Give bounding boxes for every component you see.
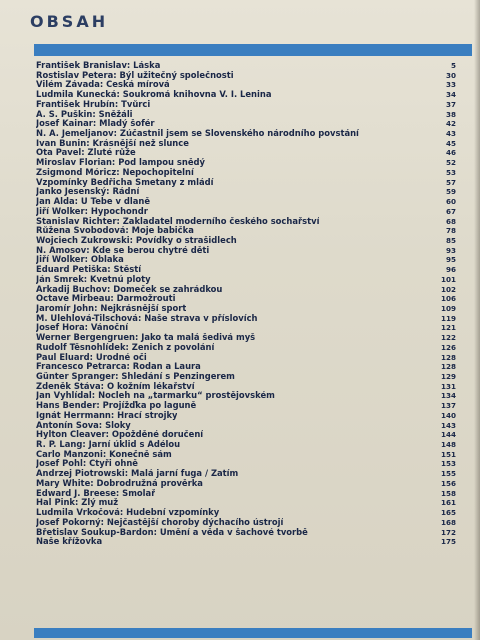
- toc-entry-title: Vzpomínky Bedřicha Smetany z mládí: [36, 177, 214, 187]
- toc-page-number: 158: [440, 488, 456, 498]
- toc-row: [36, 411, 456, 421]
- table-of-contents: [36, 61, 456, 547]
- toc-entry-title: Octave Mirbeau: Darmožrouti: [36, 294, 176, 304]
- toc-page-number: 172: [440, 527, 456, 537]
- toc-page-number: 102: [440, 284, 456, 294]
- toc-page-number: 33: [445, 80, 456, 90]
- toc-entry-title: R. P. Lang: Jarní úklid s Adélou: [36, 440, 181, 450]
- toc-row: [36, 469, 456, 479]
- toc-row: [36, 148, 456, 158]
- toc-row: [36, 450, 456, 460]
- toc-entry-title: Günter Spranger: Shledání s Penzingerem: [36, 372, 235, 381]
- toc-row: [36, 158, 456, 168]
- toc-page-number: 52: [445, 158, 456, 168]
- toc-row: [36, 518, 456, 528]
- toc-row: [36, 197, 456, 207]
- toc-entry-title: Miroslav Florian: Pod lampou snědý: [36, 158, 205, 168]
- toc-entry-title: Stanislav Richter: Zakladatel moderního českého sochařství: [36, 216, 320, 226]
- toc-row: [36, 110, 456, 120]
- toc-page-number: 45: [445, 138, 456, 148]
- toc-page-number: 85: [445, 235, 456, 245]
- toc-entry-title: Jiří Wolker: Hypochondr: [36, 206, 148, 216]
- toc-entry-title: Francesco Petrarca: Rodan a Laura: [36, 362, 201, 372]
- toc-entry-title: Zsigmond Móricz: Nepochopitelní: [36, 167, 194, 177]
- toc-page-number: 137: [440, 401, 456, 411]
- toc-page-number: 96: [445, 265, 456, 275]
- toc-row: [36, 382, 456, 392]
- toc-row: [36, 90, 456, 100]
- toc-entry-title: Ignát Herrmann: Hrací strojky: [36, 410, 178, 420]
- toc-entry-title: Vilém Závada: Česká mírová: [36, 80, 170, 90]
- toc-row: [36, 255, 456, 265]
- toc-entry-title: Eduard Petiška: Štěstí: [36, 265, 142, 275]
- toc-row: [36, 226, 456, 236]
- toc-entry-title: Jan Alda: U Tebe v dlaně: [36, 197, 151, 207]
- toc-page-number: 93: [445, 245, 456, 255]
- toc-page-number: 121: [440, 323, 456, 333]
- toc-entry-title: Edward J. Breese: Smolař: [36, 488, 156, 498]
- toc-row: [36, 119, 456, 129]
- toc-entry-title: Arkadij Buchov: Domeček se zahrádkou: [36, 284, 223, 294]
- toc-page-number: 95: [445, 255, 456, 265]
- toc-entry-title: Růžena Svobodová: Moje babička: [36, 226, 194, 236]
- toc-page-number: 43: [445, 129, 456, 139]
- toc-row: [36, 275, 456, 285]
- toc-page-number: 156: [440, 478, 456, 488]
- toc-entry-title: Rostislav Petera: Býl užitečný společnosti: [36, 70, 234, 80]
- toc-row: [36, 314, 456, 324]
- toc-entry-title: Hal Pink: Zlý muž: [36, 498, 119, 508]
- toc-row: [36, 479, 456, 489]
- toc-page-number: 161: [440, 498, 456, 508]
- toc-page-number: 34: [445, 90, 456, 100]
- toc-entry-title: Zdeněk Štáva: O kožním lékařství: [36, 381, 195, 391]
- toc-row: [36, 207, 456, 217]
- toc-entry-title: Ivan Bunin: Krásnější než slunce: [36, 138, 189, 148]
- toc-row: [36, 333, 456, 343]
- toc-row: [36, 61, 456, 71]
- toc-row: [36, 100, 456, 110]
- toc-entry-title: Ján Smrek: Kvetnú ploty: [36, 274, 151, 284]
- toc-row: [36, 459, 456, 469]
- toc-row: [36, 489, 456, 499]
- toc-page-number: 165: [440, 508, 456, 518]
- toc-row: [36, 168, 456, 178]
- toc-entry-title: Mary White: Dobrodružná prověrka: [36, 478, 203, 488]
- toc-entry-title: Antonín Sova: Sloky: [36, 420, 131, 430]
- toc-row: [36, 294, 456, 304]
- page-title: OBSAH: [30, 12, 109, 31]
- toc-entry-title: Jiří Wolker: Oblaka: [36, 255, 124, 265]
- toc-row: [36, 353, 456, 363]
- toc-page-number: 122: [440, 333, 456, 343]
- toc-row: [36, 139, 456, 149]
- toc-row: [36, 323, 456, 333]
- toc-row: [36, 236, 456, 246]
- toc-entry-title: A. S. Puškin: Sněžáli: [36, 109, 133, 119]
- toc-entry-title: Andrzej Piotrowski: Malá jarní fuga / Zatím: [36, 469, 239, 479]
- toc-entry-title: Hans Bender: Projížďka po laguně: [36, 401, 197, 411]
- toc-page-number: 109: [440, 303, 456, 313]
- toc-row: [36, 187, 456, 197]
- toc-page-number: 53: [445, 167, 456, 177]
- toc-page-number: 148: [440, 440, 456, 450]
- toc-page-number: 38: [445, 109, 456, 119]
- toc-page-number: 119: [440, 313, 456, 323]
- toc-entry-title: Ota Pavel: Žluté růže: [36, 148, 136, 158]
- toc-entry-title: N. A. Jemeljanov: Zúčastnil jsem se Slovenského národního povstání: [36, 129, 359, 139]
- toc-page-number: 68: [445, 216, 456, 226]
- page-edge-shadow: [474, 0, 480, 640]
- toc-row: [36, 498, 456, 508]
- toc-entry-title: Hylton Cleaver: Opožděné doručení: [36, 430, 204, 440]
- toc-entry-title: Werner Bergengruen: Jako ta malá šedivá myš: [36, 333, 256, 343]
- toc-page-number: 143: [440, 420, 456, 430]
- toc-page-number: 168: [440, 517, 456, 527]
- toc-entry-title: Rudolf Těsnohlídek: Ženich z povolání: [36, 342, 215, 352]
- toc-row: [36, 129, 456, 139]
- toc-page-number: 60: [445, 197, 456, 207]
- toc-row: [36, 391, 456, 401]
- toc-page-number: 151: [440, 449, 456, 459]
- toc-page-number: 155: [440, 469, 456, 479]
- toc-entry-title: Jan Vyhlídal: Nocleh na „tarmarku“ prostějovském: [36, 391, 275, 401]
- toc-row: [36, 430, 456, 440]
- toc-row: [36, 246, 456, 256]
- toc-row: [36, 372, 456, 382]
- toc-row: [36, 178, 456, 188]
- toc-entry-title: Ludmila Kunecká: Soukromá knihovna V. I. Lenina: [36, 90, 272, 100]
- toc-row: [36, 362, 456, 372]
- toc-row: [36, 71, 456, 81]
- toc-row: [36, 265, 456, 275]
- toc-row: [36, 80, 456, 90]
- toc-page-number: 131: [440, 381, 456, 391]
- toc-entry-title: František Hrubín: Tvůrci: [36, 99, 151, 109]
- toc-entry-title: František Branislav: Láska: [36, 61, 161, 70]
- toc-entry-title: Josef Hora: Vánoční: [36, 323, 129, 333]
- toc-entry-title: Ludmila Vrkočová: Hudební vzpomínky: [36, 508, 220, 518]
- toc-row: [36, 508, 456, 518]
- toc-page-number: 134: [440, 391, 456, 401]
- toc-page-number: 30: [445, 70, 456, 80]
- toc-row: [36, 528, 456, 538]
- toc-page-number: 5: [450, 61, 456, 70]
- toc-entry-title: M. Ulehlová-Tilschová: Naše strava v příslovích: [36, 313, 258, 323]
- toc-entry-title: Janko Jesenský: Rádní: [36, 187, 140, 197]
- toc-row: [36, 401, 456, 411]
- toc-page-number: 128: [440, 352, 456, 362]
- toc-page-number: 46: [445, 148, 456, 158]
- toc-entry-title: Paul Eluard: Úrodné oči: [36, 352, 147, 362]
- toc-page-number: 106: [440, 294, 456, 304]
- toc-entry-title: Josef Kainar: Mladý šofér: [36, 119, 155, 129]
- toc-entry-title: Carlo Manzoni: Konečně sám: [36, 449, 172, 459]
- toc-page-number: 128: [440, 362, 456, 372]
- toc-page-number: 57: [445, 177, 456, 187]
- toc-row: [36, 304, 456, 314]
- toc-page-number: 126: [440, 342, 456, 352]
- top-blue-rule: [34, 44, 472, 56]
- toc-page-number: 101: [440, 274, 456, 284]
- toc-page-number: 153: [440, 459, 456, 469]
- toc-entry-title: Jaromír John: Nejkrásnější sport: [36, 303, 187, 313]
- toc-page-number: 59: [445, 187, 456, 197]
- toc-page-number: 129: [440, 372, 456, 381]
- toc-row: [36, 421, 456, 431]
- toc-row: [36, 285, 456, 295]
- toc-entry-title: Naše křížovka: [36, 537, 103, 547]
- toc-entry-title: N. Amosov: Kde se berou chytré děti: [36, 245, 210, 255]
- toc-page-number: 42: [445, 119, 456, 129]
- toc-page-number: 144: [440, 430, 456, 440]
- toc-entry-title: Wojciech Żukrowski: Povídky o strašidlech: [36, 235, 237, 245]
- toc-row: [36, 217, 456, 227]
- toc-row: [36, 537, 456, 547]
- toc-page-number: 67: [445, 206, 456, 216]
- toc-page-number: 78: [445, 226, 456, 236]
- toc-page-number: 37: [445, 99, 456, 109]
- toc-page-number: 140: [440, 410, 456, 420]
- toc-entry-title: Břetislav Soukup-Bardon: Umění a věda v šachové tvorbě: [36, 527, 308, 537]
- toc-entry-title: Josef Pokorný: Nejčastější choroby dýchacího ústrojí: [36, 517, 284, 527]
- bottom-blue-rule: [34, 628, 472, 638]
- toc-row: [36, 343, 456, 353]
- toc-page-number: 175: [440, 537, 456, 547]
- toc-row: [36, 440, 456, 450]
- toc-entry-title: Josef Pohl: Čtyři ohně: [36, 459, 138, 469]
